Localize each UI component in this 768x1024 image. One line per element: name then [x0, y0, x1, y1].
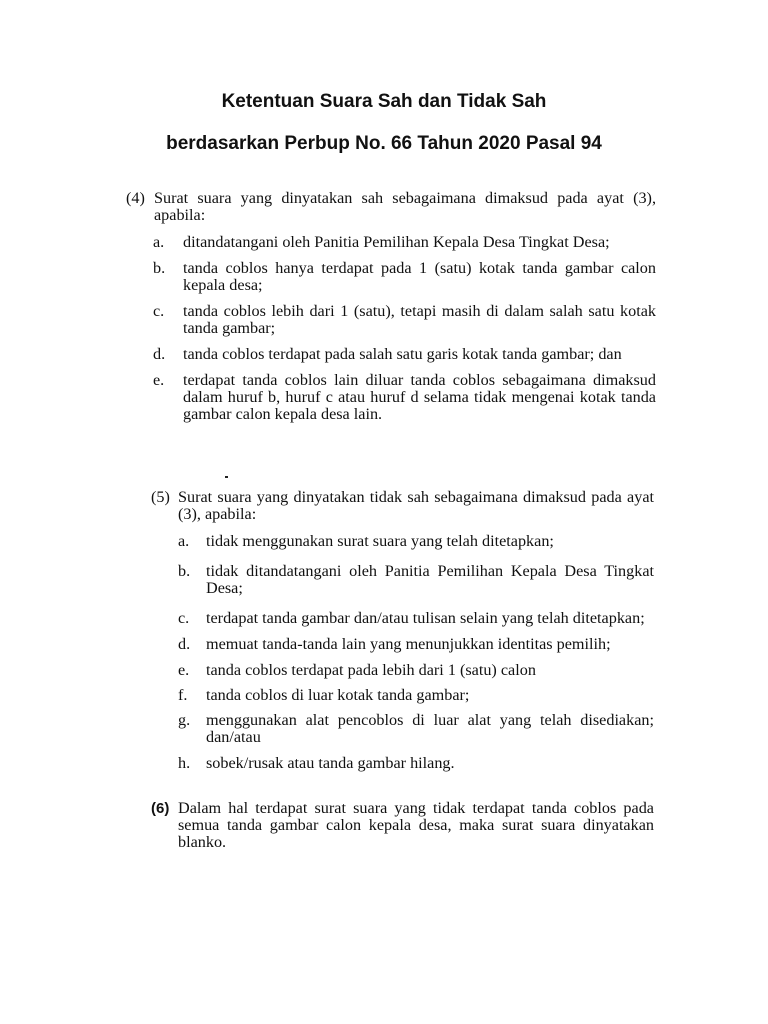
list-item: [178, 636, 654, 653]
section-body-text: Dalam hal terdapat surat suara yang tidak terdapat tanda coblos pada semua tanda gambar calon kepala desa, maka surat suara dinyatakan blanko.: [178, 799, 654, 851]
section-number: (4): [126, 189, 145, 207]
section-intro-text: Surat suara yang dinyatakan sah sebagaimana dimaksud pada ayat (3), apabila:: [154, 189, 656, 224]
item-letter: a.: [178, 532, 190, 550]
item-text: tanda coblos terdapat pada salah satu garis kotak tanda gambar; dan: [183, 345, 622, 363]
item-letter: d.: [178, 635, 191, 653]
section-number: (6): [151, 800, 170, 817]
list-item: [178, 610, 654, 627]
section-5-item-list: [178, 533, 654, 772]
item-letter: c.: [178, 609, 190, 627]
section-4-valid-ballots: [126, 190, 656, 432]
scan-artifact-mark: [225, 476, 228, 478]
list-item: [178, 662, 654, 679]
list-item: [153, 303, 656, 337]
section-6-blank-ballots: [151, 800, 654, 851]
item-text: ditandatangani oleh Panitia Pemilihan Kepala Desa Tingkat Desa;: [183, 233, 610, 251]
section-5-invalid-ballots: [151, 489, 654, 772]
item-letter: f.: [178, 686, 188, 704]
item-letter: h.: [178, 754, 191, 772]
item-text: tanda coblos hanya terdapat pada 1 (satu) kotak tanda gambar calon kepala desa;: [183, 259, 656, 294]
item-letter: d.: [153, 345, 166, 363]
item-text: tanda coblos lebih dari 1 (satu), tetapi masih di dalam salah satu kotak tanda gambar;: [183, 302, 656, 337]
list-item: [178, 533, 654, 550]
list-item: [178, 563, 654, 597]
list-item: [178, 712, 654, 746]
list-item: [153, 346, 656, 363]
list-item: [153, 372, 656, 423]
item-text: menggunakan alat pencoblos di luar alat yang telah disediakan; dan/atau: [206, 711, 654, 746]
item-text: sobek/rusak atau tanda gambar hilang.: [206, 754, 455, 772]
document-title-line-2: berdasarkan Perbup No. 66 Tahun 2020 Pasal 94: [166, 133, 602, 154]
item-text: terdapat tanda gambar dan/atau tulisan selain yang telah ditetapkan;: [206, 609, 645, 627]
section-5-heading: [151, 489, 654, 523]
item-letter: g.: [178, 711, 191, 729]
section-number: (5): [151, 488, 170, 506]
item-letter: e.: [178, 661, 190, 679]
item-letter: b.: [178, 562, 191, 580]
section-intro-text: Surat suara yang dinyatakan tidak sah sebagaimana dimaksud pada ayat (3), apabila:: [178, 488, 654, 523]
item-text: tanda coblos di luar kotak tanda gambar;: [206, 686, 470, 704]
section-6-heading: [151, 800, 654, 851]
section-4-heading: [126, 190, 656, 224]
list-item: [178, 687, 654, 704]
item-letter: a.: [153, 233, 165, 251]
section-4-item-list: [153, 234, 656, 423]
item-text: terdapat tanda coblos lain diluar tanda coblos sebagaimana dimaksud dalam huruf b, huruf c atau huruf d selama tidak mengenai kotak tanda gambar calon kepala desa lain.: [183, 371, 656, 423]
item-letter: e.: [153, 371, 165, 389]
document-title-line-1: Ketentuan Suara Sah dan Tidak Sah: [221, 91, 547, 112]
item-text: tidak ditandatangani oleh Panitia Pemilihan Kepala Desa Tingkat Desa;: [206, 562, 654, 597]
list-item: [153, 260, 656, 294]
list-item: [153, 234, 656, 251]
item-letter: c.: [153, 302, 165, 320]
list-item: [178, 755, 654, 772]
item-text: tidak menggunakan surat suara yang telah ditetapkan;: [206, 532, 554, 550]
item-text: tanda coblos terdapat pada lebih dari 1 (satu) calon: [206, 661, 536, 679]
item-letter: b.: [153, 259, 166, 277]
item-text: memuat tanda-tanda lain yang menunjukkan identitas pemilih;: [206, 635, 611, 653]
